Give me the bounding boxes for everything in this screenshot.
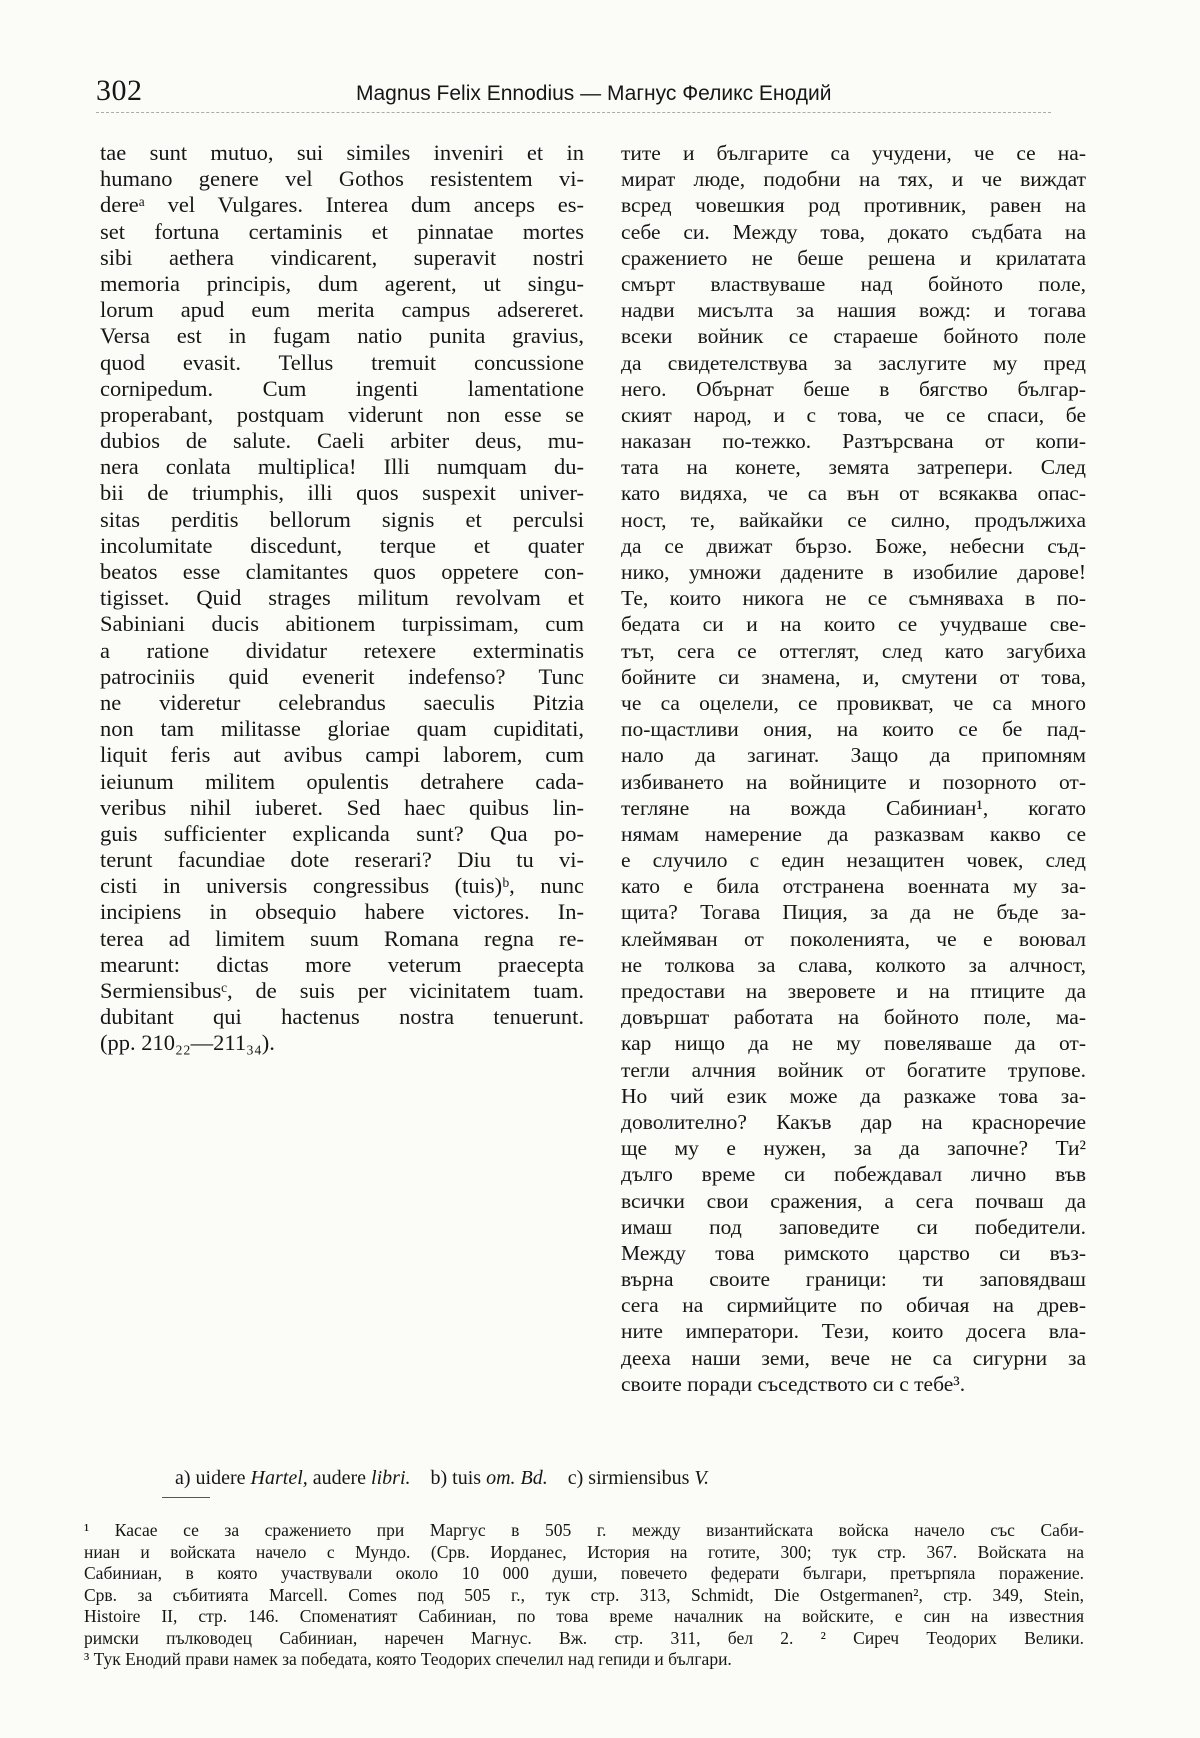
apparatus-a-editor: Hartel,: [250, 1467, 308, 1489]
text-line: ще му е нужен, за да започне? Ти²: [621, 1136, 1086, 1161]
text-line: тегляне на вожда Сабиниан¹, когато: [621, 795, 1086, 820]
footnote-separator: [162, 1497, 210, 1498]
text-line: dubitant qui hactenus nostra tenuerunt.: [100, 1004, 584, 1030]
text-line: дееха наши земи, вече не са сигурни за: [621, 1345, 1086, 1370]
header-rule: [96, 112, 1051, 113]
text-line: properabant, postquam viderunt non esse se: [100, 401, 584, 427]
text-line: mearunt: dictas more veterum praecepta: [100, 951, 584, 977]
text-line: тът, сега се оттеглят, след като загубиха: [621, 638, 1086, 663]
text-line: humano genere vel Gothos resistentem vi-: [100, 166, 584, 192]
apparatus-b-marker: b): [430, 1467, 448, 1489]
text-line: Но чий език може да разкаже това за-: [621, 1083, 1086, 1108]
text-line: sitas perditis bellorum signis et perculsi: [100, 506, 584, 532]
text-line: veribus nihil iuberet. Sed haec quibus lin-: [100, 794, 584, 820]
text-line: tigisset. Quid strages militum revolvam et: [100, 585, 584, 611]
text-line: като видяха, че са вън от всякаква опас-: [621, 481, 1086, 506]
text-line: Sermiensibusᶜ, de suis per vicinitatem tuam.: [100, 978, 584, 1003]
text-line: тата на конете, земята затрепери. След: [621, 455, 1086, 480]
text-line: cisti in universis congressibus (tuis)ᵇ, nunc: [100, 873, 584, 899]
text-line: клеймяван от поколенията, че е воювал: [621, 926, 1086, 951]
text-line: бойните си знамена, и, смутени от това,: [621, 664, 1086, 689]
apparatus-b-text: tuis: [452, 1467, 482, 1489]
text-line: нямам намерение да разказвам какво се: [621, 821, 1086, 846]
text-line: incolumitate discedunt, terque et quater: [100, 532, 584, 558]
text-line: всред човешкия род противник, равен на: [621, 193, 1086, 218]
text-line: lorum apud eum merita campus adsereret.: [100, 297, 584, 323]
text-line: Срв. за събитията Marcell. Comes под 505 г., тук стр. 313, Schmidt, Die Ostgermanen², стр. 349, Stein,: [84, 1584, 1084, 1605]
text-line: ne videretur celebrandus saeculis Pitzia: [100, 689, 584, 715]
text-line: liquit feris aut avibus campi laborem, cum: [100, 742, 584, 768]
text-line: не толкова за слава, колкото за алчност,: [621, 952, 1086, 977]
text-line: ³ Тук Енодий прави намек за победата, която Теодорих спечелил над гепиди и българи.: [84, 1649, 732, 1669]
bulgarian-paragraph: [621, 140, 1086, 1397]
bulgarian-translation-column: [621, 140, 1086, 1397]
apparatus-a-marker: a): [175, 1467, 191, 1489]
text-line: Между това римското царство си въз-: [621, 1240, 1086, 1265]
text-line: щита? Тогава Пиция, за да не бъде за-: [621, 900, 1086, 925]
text-line: bii de triumphis, illi quos suspexit univer-: [100, 480, 584, 506]
page-header: [96, 74, 1081, 110]
text-line: сражението не беше решена и крилатата: [621, 245, 1086, 270]
apparatus-a-text2: audere: [312, 1467, 367, 1489]
text-line: нало да загинат. Защо да припомням: [621, 743, 1086, 768]
text-line: dereᵃ vel Vulgares. Interea dum anceps es-: [100, 192, 584, 218]
text-line: dubios de salute. Caeli arbiter deus, mu-: [100, 428, 584, 454]
text-line: надви мисълта за нашия вожд: и тогава: [621, 298, 1086, 323]
apparatus-c-marker: c): [567, 1467, 584, 1489]
text-line: наказан по-тежко. Разтърсвана от копи-: [621, 429, 1086, 454]
text-line: като е била отстранена военната му за-: [621, 874, 1086, 899]
text-line: доволително? Какъв дар на красноречие: [621, 1109, 1086, 1134]
text-line: предостави на зверовете и на птиците да: [621, 979, 1086, 1003]
apparatus-a-text: uidere: [195, 1467, 246, 1489]
text-line: нико, умножи дадените в изобилие дарове!: [621, 560, 1086, 584]
text-line: patrociniis quid evenerit indefenso? Tunc: [100, 663, 584, 689]
text-line: tae sunt mutuo, sui similes inveniri et in: [100, 140, 584, 165]
footnotes-block: [84, 1520, 1084, 1671]
apparatus-b-note: om. Bd.: [486, 1467, 548, 1489]
text-line: Versa est in fugam natio punita gravius,: [100, 323, 584, 349]
apparatus-c-text: sirmiensibus: [588, 1467, 690, 1489]
text-line: guis sufficienter explicanda sunt? Qua po-: [100, 820, 584, 846]
latin-paragraph: [100, 140, 584, 1057]
page-number: 302: [96, 74, 143, 107]
text-line: ¹ Касае се за сражението при Маргус в 505 г. между византийската войска начело със Саби-: [84, 1520, 1084, 1540]
text-line: (pp. 210₂₂—211₃₄).: [100, 1030, 275, 1056]
text-line: своите поради съседството си с тебе³.: [621, 1371, 966, 1396]
text-line: nera conlata multiplica! Illi numquam du-: [100, 454, 584, 480]
text-line: сега на сирмийците по обичая на древ-: [621, 1293, 1086, 1318]
text-line: non tam militasse gloriae quam cupiditati,: [100, 716, 584, 742]
text-line: кар нищо да не му повеляваше да от-: [621, 1031, 1086, 1056]
apparatus-a-source: libri.: [371, 1467, 411, 1489]
text-line: terunt facundiae dote reserari? Diu tu vi-: [100, 847, 584, 873]
text-line: тите и българите са учудени, че се на-: [621, 141, 1086, 165]
critical-apparatus: [175, 1467, 709, 1490]
text-line: Sabiniani ducis abitionem turpissimam, cum: [100, 611, 584, 637]
text-line: римски пълководец Сабиниан, наречен Магнус. Вж. стр. 311, бел 2. ² Сиреч Теодорих Велики.: [84, 1627, 1084, 1648]
text-line: quod evasit. Tellus tremuit concussione: [100, 349, 584, 375]
text-line: Сабиниан, в която участвували около 10 000 души, повечето федерати българи, претърпяла поражение.: [84, 1563, 1084, 1583]
text-line: мират люде, подобни на тях, и че виждат: [621, 167, 1086, 192]
text-line: ниан и войската начело с Мундо. (Срв. Иорданес, История на готите, 300; тук стр. 367. Войската на: [84, 1541, 1084, 1562]
text-line: cornipedum. Cum ingenti lamentatione: [100, 375, 584, 401]
text-line: ският народ, и с това, че се спаси, бе: [621, 402, 1086, 427]
text-line: себе си. Между това, докато съдбата на: [621, 219, 1086, 244]
text-line: sibi aethera vindicarent, superavit nostri: [100, 244, 584, 270]
text-line: тегли алчния войник от богатите трупове.: [621, 1057, 1086, 1082]
text-line: set fortuna certaminis et pinnatae mortes: [100, 218, 584, 244]
text-line: върна своите граници: ти заповядваш: [621, 1267, 1086, 1292]
text-line: ieiunum militem opulentis detrahere cada-: [100, 768, 584, 794]
text-line: имаш под заповедите си победители.: [621, 1214, 1086, 1239]
latin-text-column: [100, 140, 584, 1057]
text-line: terea ad limitem suum Romana regna re-: [100, 925, 584, 951]
text-line: довършат работата на бойното поле, ма-: [621, 1005, 1086, 1030]
text-line: смърт властвуваше над бойното поле,: [621, 271, 1086, 296]
text-line: е случило с един незащитен човек, след: [621, 848, 1086, 873]
apparatus-c-source: V.: [694, 1467, 710, 1489]
text-line: всеки войник се стараеше бойното поле: [621, 324, 1086, 349]
text-line: memoria principis, dum agerent, ut singu-: [100, 270, 584, 296]
text-line: дълго време си побеждавал лично във: [621, 1162, 1086, 1187]
text-line: ност, те, вайкайки се силно, продължиха: [621, 507, 1086, 532]
text-line: него. Обърнат беше в бягство българ-: [621, 376, 1086, 401]
text-line: Те, които никога не се съмняваха в по-: [621, 586, 1086, 611]
text-line: бедата си и на които се учудваше све-: [621, 612, 1086, 637]
text-line: избиването на войниците и позорното от-: [621, 769, 1086, 794]
text-line: beatos esse clamitantes quos oppetere con-: [100, 559, 584, 584]
text-line: ните императори. Тези, които досега вла-: [621, 1319, 1086, 1344]
text-line: Histoire II, стр. 146. Споменатият Сабиниан, по това време началник на войските, е син на известния: [84, 1606, 1084, 1626]
text-line: incipiens in obsequio habere victores. In-: [100, 899, 584, 925]
running-title: Magnus Felix Ennodius — Магнус Феликс Енодий: [356, 82, 832, 105]
text-line: по-щастливи ония, на които се бе пад-: [621, 717, 1086, 742]
text-line: да се движат бързо. Боже, небесни съд-: [621, 533, 1086, 558]
text-line: да свидетелствува за заслугите му пред: [621, 350, 1086, 375]
text-line: a ratione dividatur retexere exterminatis: [100, 637, 584, 663]
text-line: че са оцелели, се провикват, че са много: [621, 690, 1086, 715]
text-line: всички свои сражения, а сега почваш да: [621, 1188, 1086, 1213]
